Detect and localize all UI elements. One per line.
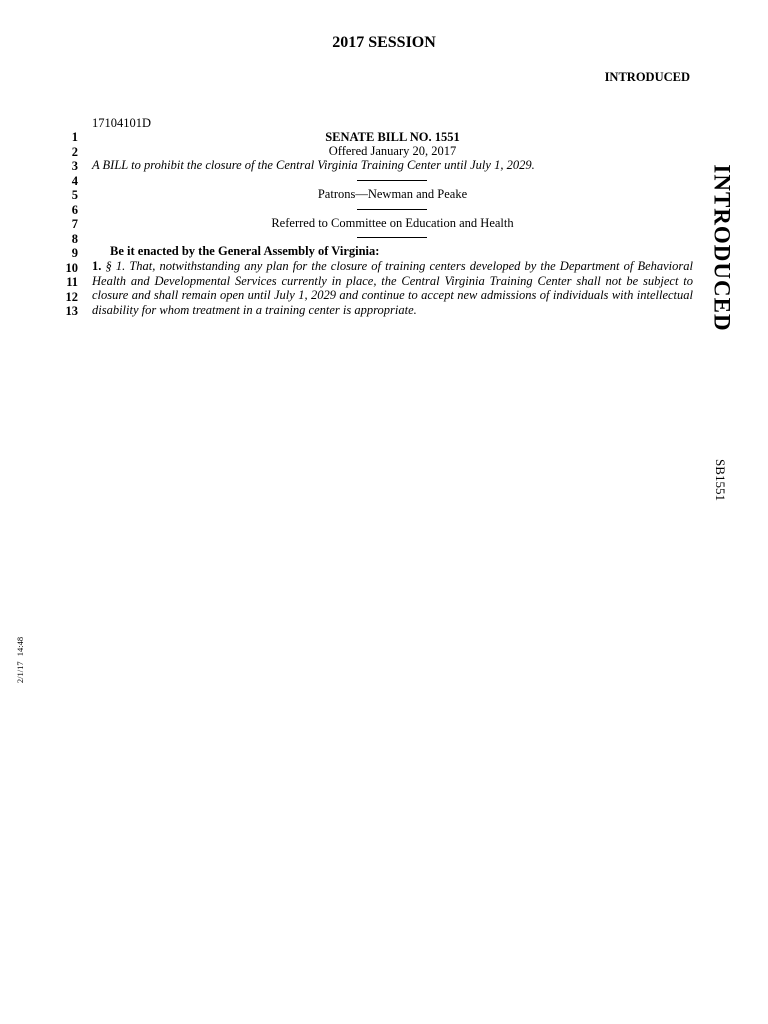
line-number: 11: [66, 275, 78, 289]
line-number: 9: [71, 246, 78, 260]
line-number: 5: [71, 188, 78, 202]
divider: [357, 237, 427, 238]
introduced-stamp-text: INTRODUCED: [710, 164, 735, 332]
line-number: 6: [71, 202, 78, 217]
status-label: INTRODUCED: [604, 70, 690, 84]
divider: [357, 180, 427, 181]
print-date-text: 2/1/17 14:48: [15, 636, 25, 684]
line-number: 1: [71, 130, 78, 144]
enactment-clause: Be it enacted by the General Assembly of Virginia:: [110, 244, 380, 258]
patrons: Patrons—Newman and Peake: [317, 187, 468, 201]
introduced-stamp: [700, 133, 744, 363]
bill-title: SENATE BILL NO. 1551: [325, 130, 460, 144]
bill-code-text: SB1551: [713, 459, 728, 501]
line-number: 13: [65, 304, 78, 318]
line-number: 10: [65, 260, 78, 275]
section-number: 1.: [92, 259, 102, 273]
line-number: 2: [71, 144, 78, 159]
print-date-margin: [0, 620, 40, 700]
line-number: 4: [71, 173, 78, 188]
bill-code-margin: [700, 450, 740, 510]
line-number: 7: [71, 217, 78, 231]
line-number: 3: [71, 159, 78, 173]
line-number: 12: [65, 289, 78, 304]
committee-referral: Referred to Committee on Education and Health: [271, 216, 514, 230]
line-number: 8: [71, 231, 78, 246]
section-text: § 1. That, notwithstanding any plan for the closure of training centers developed by the Department of Behavioral Health and Developmental Services currently in place, the Central Virginia Training Center shall not be subject to closure and shall remain open until July 1, 2029 and continue to accept new admissions of individuals with intellectual disability for whom treatment in a training center is appropriate.: [92, 259, 693, 317]
bill-description: A BILL to prohibit the closure of the Central Virginia Training Center until July 1, 2029.: [92, 158, 535, 172]
divider: [357, 209, 427, 210]
line-numbers: [40, 130, 78, 319]
document-id: 17104101D: [92, 116, 152, 130]
session-heading: 2017 SESSION: [332, 34, 436, 51]
bill-body: [92, 259, 693, 317]
offered-date: Offered January 20, 2017: [328, 144, 457, 158]
